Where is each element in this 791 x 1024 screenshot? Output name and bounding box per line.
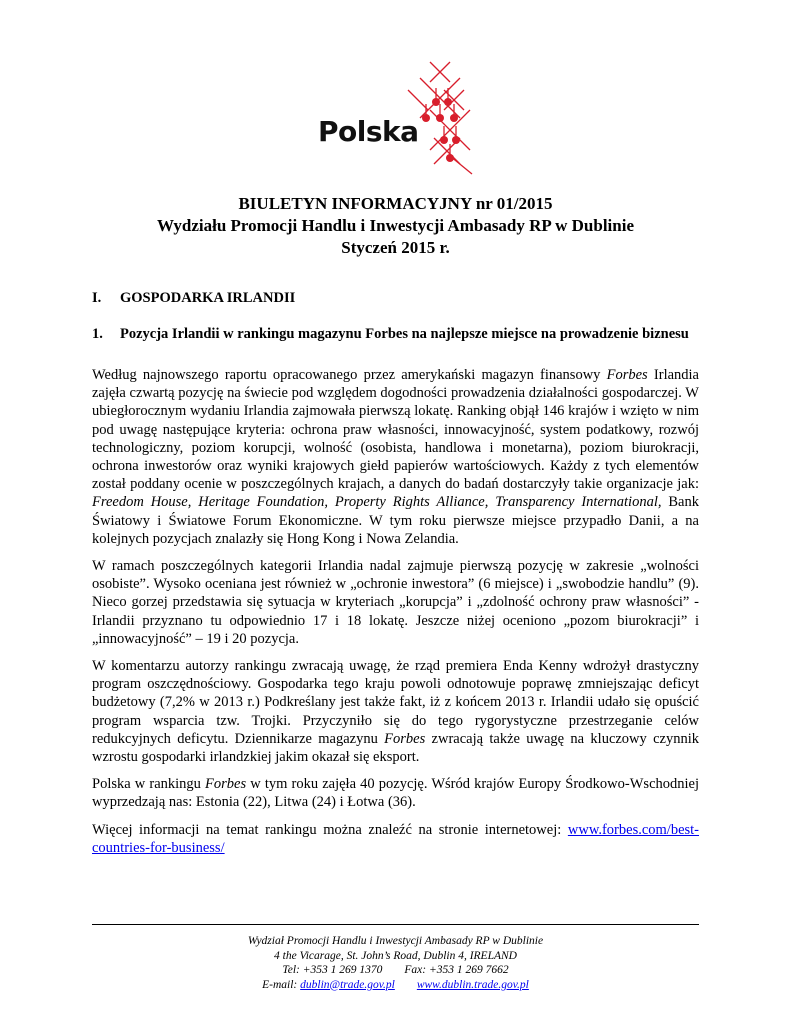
p1-text-a: Według najnowszego raportu opracowanego przez amerykański magazyn finansowy xyxy=(92,367,607,383)
paragraph-1 xyxy=(92,366,699,548)
p1-forbes: Forbes xyxy=(606,367,648,383)
polska-logo xyxy=(318,60,478,175)
bulletin-title-line3: Styczeń 2015 r. xyxy=(341,238,450,257)
footer-office: Wydział Promocji Handlu i Inwestycji Ambasady RP w Dublinie xyxy=(247,935,544,947)
footer-email-link[interactable]: dublin@trade.gov.pl xyxy=(300,978,395,991)
item-heading xyxy=(92,325,699,344)
paragraph-4 xyxy=(92,775,699,811)
item-title: Pozycja Irlandii w rankingu magazynu Forbes na najlepsze miejsce na prowadzenie biznesu xyxy=(120,326,689,342)
p4-text-c: w tym roku zajęła 40 pozycję. Wśród krajów Europy Środkowo-Wschodniej wyprzedzają nas: Estonia (22), Litwa (24) i Łotwa (36). xyxy=(92,776,699,811)
paragraph-2: W ramach poszczególnych kategorii Irlandia nadal zajmuje pierwszą pozycję w zakresie „wolności osobiste”. Wysoko oceniana jest również w „ochronie inwestora” (6 miejsce) i „swobodzie handlu” (9). Nieco gorzej przedstawia się sytuacja w kryteriach „korupcja” i „zdolność ochrony praw własności” - Irlandii przyznano tu odpowiednio 17 i 18 lokatę. Jeszcze niżej oceniono „pozom biurokracji” i „innowacyjność” – 19 i 20 pozycja. xyxy=(92,558,699,647)
footer-address: 4 the Vicarage, St. John’s Road, Dublin 4, IRELAND xyxy=(274,949,517,962)
footer xyxy=(0,934,791,992)
footer-phones xyxy=(0,963,791,978)
footer-contacts xyxy=(0,978,791,993)
logo-cross-stitch-icon xyxy=(400,60,480,175)
section-title: GOSPODARKA IRLANDII xyxy=(120,290,296,306)
p3-text-c: zwracają także uwagę na kluczowy czynnik wzrostu gospodarki irlandzkiej jakim okazał się eksport. xyxy=(92,730,699,766)
paragraph-5 xyxy=(92,821,699,857)
p4-forbes: Forbes xyxy=(205,776,247,793)
footer-email-label: E-mail: xyxy=(262,978,301,991)
footer-divider xyxy=(92,924,699,925)
article-body xyxy=(92,366,699,866)
p1-text-e: Bank Światowy i Światowe Forum Ekonomiczne. W tym roku pierwsze miejsce przypadło Danii, a na kolejnych pozycjach znalazły się Hong Kong i Nowa Zelandia. xyxy=(92,494,699,547)
bulletin-title-line1: BIULETYN INFORMACYJNY nr 01/2015 xyxy=(238,194,553,213)
section-heading xyxy=(92,290,295,307)
footer-website-link[interactable]: www.dublin.trade.gov.pl xyxy=(416,978,529,991)
bulletin-title xyxy=(0,193,791,259)
p4-text-a: Polska w rankingu xyxy=(92,776,206,793)
p1-organizations: Freedom House, Heritage Foundation, Property Rights Alliance, Transparency International, xyxy=(92,494,662,511)
p3-text-a: W komentarzu autorzy rankingu zwracają uwagę, że rząd premiera Enda Kenny wdrożył drastyczny program oszczędnościowy. Gospodarka tego kraju powoli odnotowuje poprawę zmniejszając deficyt budżetowy (7,2% w 2013 r.) Podkreślany jest także fakt, iż z końcem 2013 r. Irlandii udało się opuścić program wsparcia tzw. Trojki. Przyczyniło się do tego rygorystyczne przestrzeganie celów redukcyjnych deficytu. Dziennikarze magazynu xyxy=(92,658,699,747)
forbes-ranking-link[interactable]: www.forbes.com/best-countries-for-business/ xyxy=(92,821,700,856)
paragraph-3 xyxy=(92,657,699,766)
bulletin-title-line2: Wydziału Promocji Handlu i Inwestycji Ambasady RP w Dublinie xyxy=(157,216,634,235)
p1-text-c: Irlandia zajęła czwartą pozycję na świecie pod względem dogodności prowadzenia działalności gospodarczej. W ubiegłorocznym wydaniu Irlandia zajmowała pierwszą lokatę. Ranking objął 146 krajów i wzięto w nim pod uwagę następujące kryteria: ochrona praw własności, innowacyjność, system podatkowy, rozwój technologiczny, poziom korupcji, wolność (osobista, handlowa i monetarna), poziom biurokracji, ochrona inwestorów oraz wyniki krajowych giełd papierów wartościowych. Każdy z tych elementów został poddany ocenie w poszczególnych krajach, a danych do badań dostarczyły takie organizacje jak: xyxy=(92,367,699,493)
p5-text: Więcej informacji na temat rankingu można znaleźć na stronie internetowej: xyxy=(92,821,562,838)
footer-fax: Fax: +353 1 269 7662 xyxy=(404,964,509,976)
item-number: 1. xyxy=(92,326,103,342)
p3-forbes: Forbes xyxy=(384,730,426,747)
footer-tel: Tel: +353 1 269 1370 xyxy=(282,964,383,976)
section-number: I. xyxy=(92,290,102,306)
logo-text: Polska xyxy=(318,115,419,148)
